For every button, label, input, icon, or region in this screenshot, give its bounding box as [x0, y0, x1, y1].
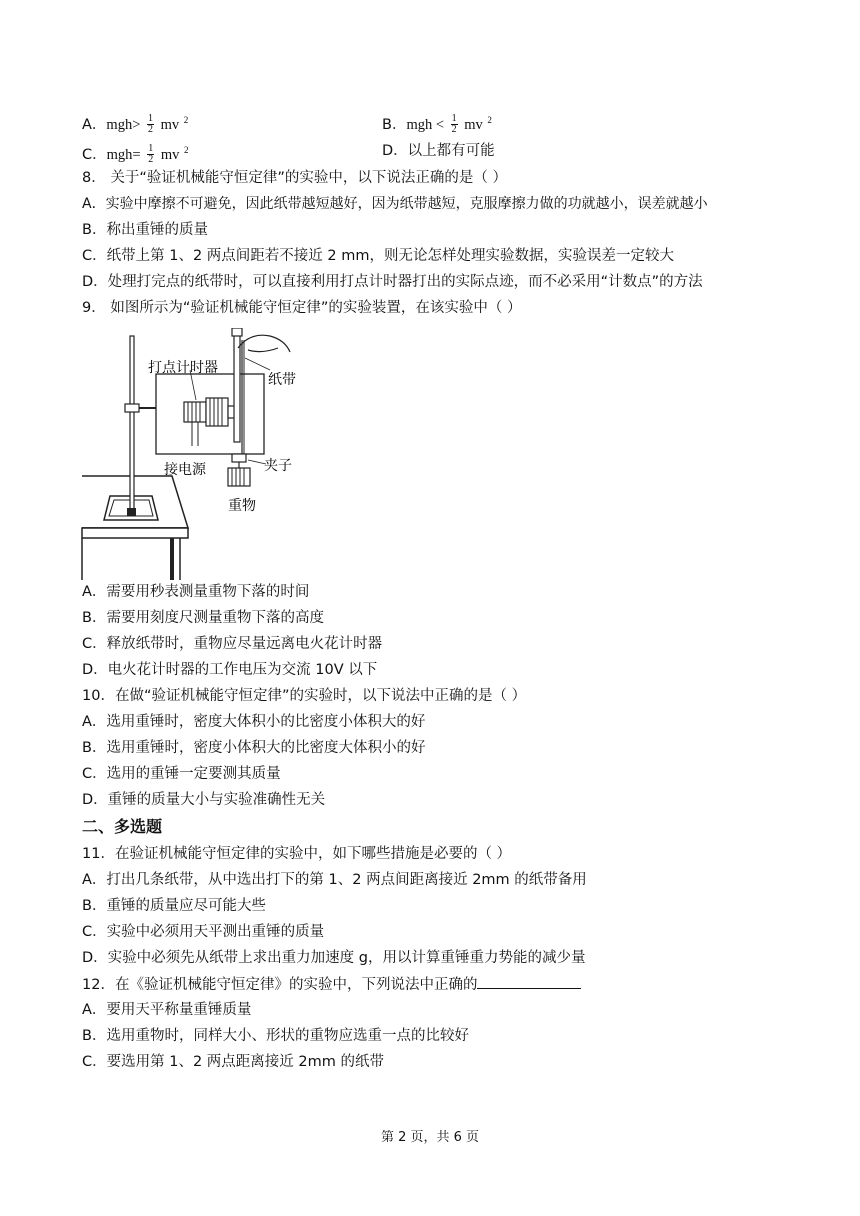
q12-option-a: A．要用天平称量重锤质量: [82, 1002, 252, 1018]
label-clip: 夹子: [264, 458, 292, 474]
q9-stem: 9． 如图所示为“验证机械能守恒定律”的实验装置，在该实验中（ ）: [82, 300, 522, 316]
q8-option-b: B．称出重锤的质量: [82, 222, 208, 238]
q10-option-a: A．选用重锤时，密度大体积小的比密度小体积大的好: [82, 714, 426, 730]
q12-option-c: C．要选用第 1、2 两点距离接近 2mm 的纸带: [82, 1054, 384, 1070]
q12-stem: 12．在《验证机械能守恒定律》的实验中，下列说法中正确的: [82, 974, 581, 995]
timer: [184, 402, 206, 422]
hand: [238, 335, 290, 352]
section-title: 二、多选题: [82, 817, 163, 836]
q10-stem: 10．在做“验证机械能守恒定律”的实验时，以下说法中正确的是（ ）: [82, 688, 527, 704]
q10-option-c: C．选用的重锤一定要测其质量: [82, 766, 281, 782]
q7-option-c: C．mgh= $\frac{1}{2}$ mv $^2$: [82, 143, 189, 166]
label-tape: 纸带: [268, 372, 296, 388]
q11-option-c: C．实验中必须用天平测出重锤的质量: [82, 924, 325, 940]
answer-blank: [477, 974, 581, 989]
q11-option-d: D．实验中必须先从纸带上求出重力加速度 g，用以计算重锤重力势能的减少量: [82, 950, 586, 966]
q7-option-b: B．mgh < $\frac{1}{2}$ mv $^2$: [382, 113, 492, 136]
table-edge: [82, 528, 188, 538]
label-power: 接电源: [164, 462, 206, 478]
q7-option-a: A．mgh> $\frac{1}{2}$ mv $^2$: [82, 113, 189, 136]
q9-option-b: B．需要用刻度尺测量重物下落的高度: [82, 610, 324, 626]
stand-rod: [130, 336, 134, 514]
clip: [232, 454, 246, 462]
q10-option-b: B．选用重锤时，密度小体积大的比密度大体积小的好: [82, 740, 426, 756]
q11-option-b: B．重锤的质量应尽可能大些: [82, 898, 266, 914]
apparatus-figure: [80, 328, 310, 580]
label-weight: 重物: [228, 498, 256, 514]
guide-rail: [234, 332, 240, 442]
q9-option-d: D．电火花计时器的工作电压为交流 10V 以下: [82, 662, 378, 678]
label-timer: 打点计时器: [148, 360, 218, 376]
q9-option-a: A．需要用秒表测量重物下落的时间: [82, 584, 310, 600]
q8-option-d: D．处理打完点的纸带时，可以直接利用打点计时器打出的实际点迹，而不必采用“计数点”的方法: [82, 274, 703, 290]
fraction: $\frac{1}{2}$: [148, 113, 153, 136]
q11-option-a: A．打出几条纸带，从中选出打下的第 1、2 两点间距离接近 2mm 的纸带备用: [82, 872, 587, 888]
fraction: $\frac{1}{2}$: [148, 143, 154, 166]
weight: [228, 468, 250, 486]
page-footer: 第 2 页，共 6 页: [380, 1130, 480, 1145]
q9-option-c: C．释放纸带时，重物应尽量远离电火花计时器: [82, 636, 383, 652]
q11-stem: 11．在验证机械能守恒定律的实验中，如下哪些措施是必要的（ ）: [82, 846, 512, 862]
q8-stem: 8． 关于“验证机械能守恒定律”的实验中，以下说法正确的是（ ）: [82, 170, 507, 186]
q7-option-d: D．以上都有可能: [382, 143, 495, 159]
q12-option-b: B．选用重物时，同样大小、形状的重物应选重一点的比较好: [82, 1028, 469, 1044]
q10-option-d: D．重锤的质量大小与实验准确性无关: [82, 792, 326, 808]
q8-option-a: A．实验中摩擦不可避免，因此纸带越短越好，因为纸带越短，克服摩擦力做的功就越小，误差就越小: [82, 196, 708, 212]
q8-option-c: C．纸带上第 1、2 两点间距若不接近 2 mm，则无论怎样处理实验数据，实验误差一定较大: [82, 248, 674, 264]
fraction: $\frac{1}{2}$: [451, 113, 457, 136]
